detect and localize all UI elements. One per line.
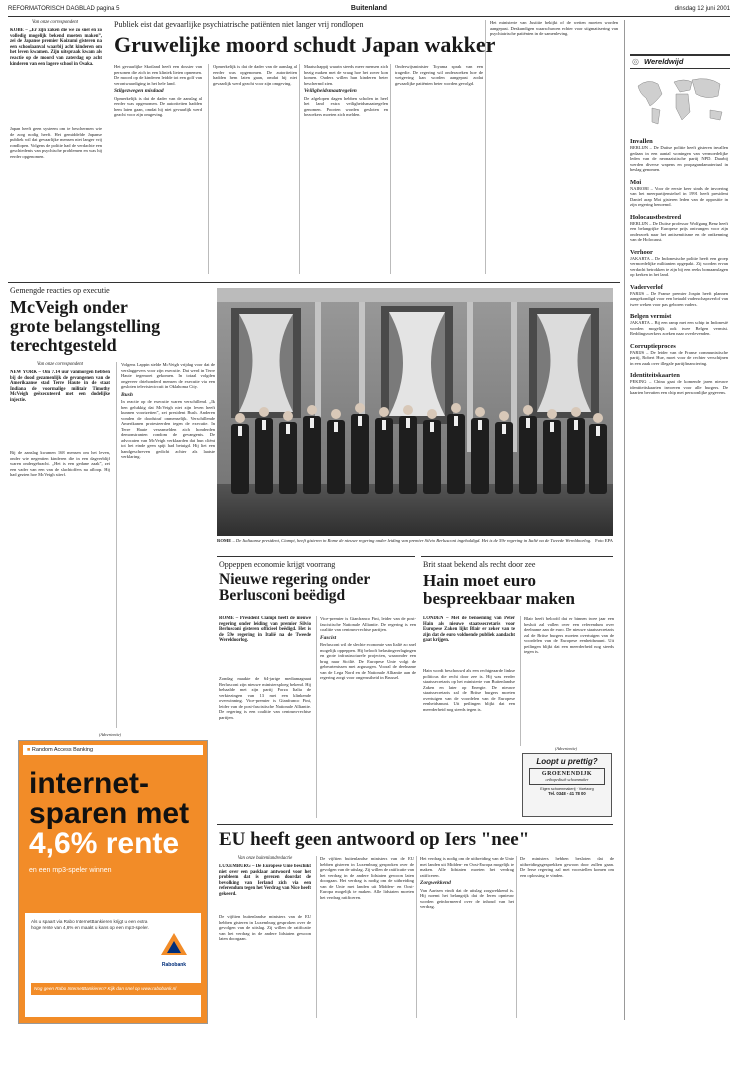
sidebar-list xyxy=(630,138,728,1018)
eu-lead: LUXEMBURG – De Europese Unie beschikt niet over een pasklaar antwoord voor het probleem dat is gerezen doordat de bevolking van Ierland zich via een referendum tegen het Verdrag van Nice heeft gekeerd. xyxy=(219,864,311,897)
ad-brandline-text: Random Access Banking xyxy=(31,747,94,753)
rabobank-logo-icon xyxy=(159,931,189,957)
sidebar-item-text: JAKARTA – De Indonesische politie heeft een groep vermoedelijke militanten opgepakt. Zij worden ervan verdacht betrokken te zijn bij een reeks bomaanslagen op kerken in het land. xyxy=(630,255,728,277)
globe-icon: ◎ xyxy=(632,57,639,66)
japan-text-a: Het gevaarlijke Skotland heeft een dossier van personen die zich in een kliniek lieten opnemen. De moord op de kinderen leidde tot een golf van verontwaardiging in het hele land. xyxy=(114,64,202,86)
section-divider xyxy=(8,282,620,283)
photo-caption-place: ROME xyxy=(217,538,232,543)
sidebar-item-text: NAIROBI – Voor de eerste keer sinds de invoering van het meerpartijenstelsel in 1991 heeft president Daniel arap Moi gisteren leden van de oppositie in zijn regering benoemd. xyxy=(630,185,728,207)
euro-kicker: Brit staat bekend als recht door zee xyxy=(423,560,536,569)
rabobank-square-icon: ■ xyxy=(27,747,31,753)
sidebar-item xyxy=(630,343,728,367)
sidebar-item-title: Vaderverlof xyxy=(630,283,663,291)
sidebar-item xyxy=(630,138,728,173)
mcveigh-headline xyxy=(10,298,210,355)
photo-image xyxy=(217,288,613,536)
japan-body-col4 xyxy=(299,64,388,274)
mcveigh-kicker: Gemengde reacties op executie xyxy=(10,286,110,295)
italy-headline-line: Nieuwe regering onder xyxy=(219,571,371,588)
eu-top-rule xyxy=(217,824,613,825)
mcveigh-byline: Van onze correspondent xyxy=(37,362,83,367)
sidebar-item xyxy=(630,313,728,337)
mcveigh-subhead: Bush xyxy=(121,391,133,398)
photo-caption-text: De Italiaanse president, Ciampi, heeft gisteren in Rome de nieuwe regering onder leiding van premier Silvio Berlusconi ingehuldigd. Het is de 59e regering in Italië na de Tweede Wereldoorlog. xyxy=(235,538,592,543)
ad-small-text: Als u spaart via Rabo InternetBankieren krijgt u een extra hoge rente van 4,6% en maakt u kans op een mp3-speler. xyxy=(31,919,149,931)
italy-text-b: Vice-premier is Gianfranco Fini, leider van de post-fascistische Nationale Alliantie. De regering is een coalitie van centrum-rechtse partijen. xyxy=(219,698,311,720)
japan-byline: Van onze correspondent xyxy=(32,20,78,25)
ad-phone: Tel. 0348 - 41 78 00 xyxy=(548,791,586,796)
section-title: Buitenland xyxy=(350,5,388,12)
ad-brandline xyxy=(23,745,203,755)
ad-tagline: en een mp3-speler winnen xyxy=(29,867,112,874)
japan-body-col5: Onderwijsminister Toyama sprak van een tragedie. De regering wil onderzoeken hoe de wetgeving kan worden aangepast zodat gevaarlijke patiënten beter worden gevolgd. xyxy=(390,64,483,274)
ad-cta[interactable]: Nog geen Rabo InternetBankieren? Kijk dan snel op www.rabobank.nl xyxy=(31,983,201,995)
japan-headline: Gruwelijke moord schudt Japan wakker xyxy=(114,32,496,57)
eu-text-c: Het verdrag is nodig om de uitbreiding van de Unie met landen uit Midden- en Oost-Europa mogelijk te maken. Alle lidstaten moeten het verdrag ratificeren. xyxy=(420,856,514,878)
mcveigh-headline-line: McVeigh onder xyxy=(10,297,128,317)
italy-body-col1 xyxy=(219,676,311,818)
euro-body-col2 xyxy=(520,616,614,746)
eu-body-col4: De ministers hebben besloten dat de uitbreidingsgesprekken gewoon door zullen gaan. De Ierse regering zal met voorstellen komen om een oplossing te vinden. xyxy=(516,856,614,1018)
euro-text-d: De nieuwe staatssecretaris zal de Britse burgers moeten overtuigen van de voordelen van de Europese eenheidsmunt. Uit peilingen blijkt dat een meerderheid nog steeds tegen is. xyxy=(524,627,614,654)
euro-headline-line: bespreekbaar maken xyxy=(423,588,575,608)
ad-headline-line: 4,6% rente xyxy=(29,827,180,860)
ad-headline-line: internet- xyxy=(29,767,149,800)
rabobank-ad[interactable] xyxy=(18,740,208,1024)
sidebar-item-text: PARIJS – De Franse premier Jospin heeft plannen aangekondigd voor een betaald vaderschapsverlof van twee weken voor pas geboren vaders. xyxy=(630,290,728,307)
issue-date: dinsdag 12 juni 2001 xyxy=(674,6,730,12)
euro-headline-line: Hain moet euro xyxy=(423,571,537,590)
italy-text-d: Berlusconi wil de slechte economie van Italië zo snel mogelijk oppeppen. Hij belooft belastingverlagingen en grote infrastructurele projecten, waaronder een brug naar Sicilië. xyxy=(320,642,416,664)
mcveigh-text-c: Verschillende Amerikanen protesteerden tegen de executie. In Terre Haute verzamelden zich honderden demonstranten rondom de gevangenis. xyxy=(121,415,215,437)
euro-lead: LONDEN – Met de benoeming van Peter Hain als nieuwe staatssecretaris voor Europese Zaken lijkt Blair er zeker van te zijn dat de euro voldoende publiek aandacht gaat krijgen. xyxy=(423,616,515,644)
ad-brand-sub: orthopedisch schoenmaker xyxy=(545,777,589,782)
sidebar-item-text: BERLIJN – De Duitse politie heeft gisteren invallen gedaan in een aantal woningen van vermoedelijke leden van de neonazistische partij NPD. Daarbij werden diverse wapens en propagandamateriaal in beslag genomen. xyxy=(630,145,728,172)
eu-body-col1: De vijftien buitenlandse ministers van de EU hebben gisteren in Luxemburg gesproken over de gevolgen van de uitslag. Zij willen de ratificatie van het verdrag in de andere lidstaten gewoon laten doorgaan. xyxy=(219,914,311,941)
eu-text-b: Het verdrag is nodig om de uitbreiding van de Unie met landen uit Midden- en Oost-Europa mogelijk te maken. Alle lidstaten moeten het verdrag ratificeren. xyxy=(320,878,414,900)
euro-text-c: Blair heeft beloofd dat er binnen twee jaar een besluit zal vallen over een referendum over deelname aan de euro. xyxy=(524,616,614,632)
sidebar-item xyxy=(630,179,728,208)
euro-text-a: Hain wordt beschouwd als een rechtgeaarde linkse politicus die recht door zee is. Hij was eerder staatssecretaris op het ministerie van Buitenlandse Zaken en later op Energie. xyxy=(423,668,515,690)
eu-text-d: Van Aartsen vindt dat de uitslag zorgwekkend is. Hij noemt het belangrijk dat de Ieren opnieuw worden geïnformeerd over de inhoud van het verdrag. xyxy=(420,887,514,909)
ad-info-panel xyxy=(25,913,201,1017)
japan-body-col3: Opmerkelijk is dat de dader van de aanslag al eerder was opgenomen. De autoriteiten hadden hem laten gaan, omdat hij niet gevaarlijk werd geacht voor zijn omgeving. xyxy=(208,64,297,274)
sidebar-item-title: Identiteitskaarten xyxy=(630,372,680,379)
sidebar-item-title: Verhoor xyxy=(630,248,653,256)
mcveigh-text-b: In reactie op de executie waren verschillend. „Ik ben gelukkig dat McVeigh niet zijn leven heeft kunnen voortzetten”, zei president Bush. Anderen vonden de doodstraf onmenselijk. xyxy=(121,399,215,421)
ad-services: Eigen schoenmakerij · Voetzorg xyxy=(540,787,594,791)
italy-subhead: Fascist xyxy=(320,634,337,641)
euro-body-col1 xyxy=(423,668,515,818)
eu-headline: EU heeft geen antwoord op Iers "nee" xyxy=(219,829,530,850)
eu-subhead: Zorgwekkend xyxy=(420,880,451,886)
world-map xyxy=(632,72,728,132)
mcveigh-lead: NEW YORK – Om 7.14 uur vanmorgen hebben bij de dood gezamenlijk de gevangenen van de Amerikaanse stad Terre Haute in de staat Indiana de voormalige militair Timothy McVeigh geëxecuteerd met een dodelijke injectie. xyxy=(10,370,110,403)
eu-text-a: De vijftien buitenlandse ministers van de EU hebben gisteren in Luxemburg gesproken over de gevolgen van de uitslag. Zij willen de ratificatie van het verdrag in de andere lidstaten gewoon laten doorgaan. xyxy=(320,856,414,883)
eu-body-col2 xyxy=(316,856,414,1018)
sidebar-item xyxy=(630,249,728,278)
sidebar-item-text: PEKING – China gaat de komende jaren nieuwe identiteitskaarten invoeren voor alle burgers. De kaarten bevatten een chip met persoonlijke gegevens. xyxy=(630,379,728,395)
photo-credit: Foto EPA xyxy=(595,538,613,543)
photo-caption: ROME – De Italiaanse president, Ciampi, heeft gisteren in Rome de nieuwe regering onder leiding van premier Silvio Berlusconi ingehuldigd. Het is de 59e regering in Italië na de Tweede Wereldoorlog. Foto EPA xyxy=(217,538,613,543)
mcveigh-body-col2 xyxy=(116,362,215,728)
newspaper-page-label: REFORMATORISCH DAGBLAD pagina 5 xyxy=(8,6,120,12)
sidebar-item-text: BERLIJN – De Duitse professor Wolfgang Benz heeft een belangrijke Europese prijs ontvangen voor zijn onderzoek naar het antisemitisme en de ontkenning van de Holocaust. xyxy=(630,220,728,242)
world-map-icon xyxy=(632,72,728,132)
ad-headline-line: sparen met xyxy=(29,797,190,830)
sidebar-item-title: Belgen vermist xyxy=(630,313,672,320)
ad-title: Loopt u prettig? xyxy=(536,757,598,766)
cabinet-photo xyxy=(217,288,613,536)
sidebar-item-title: Corruptieproces xyxy=(630,342,676,350)
mcveigh-headline-line: grote belangstelling xyxy=(10,315,161,336)
sidebar-divider xyxy=(624,20,625,1020)
italy-text-c: Vice-premier is Gianfranco Fini, leider van de post-fascistische Nationale Alliantie. De regering is een coalitie van centrum-rechtse partijen. xyxy=(320,616,416,632)
ad-bank-name: Rabobank xyxy=(161,962,187,968)
sidebar-item-title: Holocaustbestreed xyxy=(630,213,682,221)
italy-body-col2 xyxy=(316,616,416,818)
japan-kicker: Publiek eist dat gevaarlijke psychiatrische patiënten niet langer vrij rondlopen xyxy=(114,20,364,29)
mcveigh-text-d: De advocaten van McVeigh verklaarden dat hun cliënt tot het einde geen spijt had betuigd. Hij liet een handgeschreven gedicht achter als laatste verklaring. xyxy=(121,432,215,459)
ad-label: (Advertentie) xyxy=(554,746,578,751)
japan-subhead-1: Stilgezwegen misdaad xyxy=(114,88,164,94)
mcveigh-body-col1: Bij de aanslag kwamen 168 mensen om het leven, onder wie negentien kinderen die in een dagverblijf waren ondergebracht. „Het is een gedane zaak”, zei een vader van een van de slachtoffers na afloop. Hij had gezien hoe McVeigh stierf. xyxy=(10,450,110,477)
sidebar-item xyxy=(630,372,728,396)
groenendijk-ad[interactable] xyxy=(522,753,612,817)
sidebar-item-title: Invallen xyxy=(630,138,653,145)
ad-brand: GROENENDIJK xyxy=(541,771,593,777)
italy-headline xyxy=(219,572,415,605)
japan-text-c: Maatschappij waarin steeds meer mensen zich bezig maken met de vraag hoe het zover kon komen. Ouders willen hun kinderen beter beschermd zien. xyxy=(304,64,388,86)
ad-brand-box xyxy=(529,768,605,785)
mcveigh-headline-line: terechtgesteld xyxy=(10,334,117,355)
sidebar-item xyxy=(630,284,728,308)
sidebar-title: Wereldwijd xyxy=(644,57,684,66)
japan-text-b: Opmerkelijk is dat de dader van de aanslag al eerder was opgenomen. De autoriteiten hadden hem laten gaan, omdat hij niet gevaarlijk werd geacht voor zijn omgeving. xyxy=(114,95,202,117)
euro-text-b: De nieuwe staatssecretaris zal de Britse burgers moeten overtuigen van de voordelen van de Europese eenheidsmunt. Uit peilingen blijkt dat een meerderheid nog steeds tegen is. xyxy=(423,684,515,712)
japan-body-col6: Het ministerie van Justitie bekijkt of de wetten moeten worden aangepast. Deskundigen waarschuwen echter voor stigmatisering van psychiatrische patiënten in de samenleving. xyxy=(485,20,618,274)
italy-text-e: De Europese Unie volgt de gebeurtenissen met argusogen. Vooral de deelname van de Lega Nord en de Nationale Alliantie aan de regering zorgt voor ongerustheid in Brussel. xyxy=(320,658,416,680)
sidebar-header xyxy=(630,54,730,69)
japan-lead: KOBE – „Er zijn zaken die we zo snel en zo volledig mogelijk bekend moeten maken”, zei de Japanse premier Koizumi gisteren na een schoolaanval waarbij acht kinderen om het leven kwamen. Zijn uitspraak kwam als reactie op de moord van zaterdag op acht kinderen van een lagere school in Osaka. xyxy=(10,28,102,67)
ad-label: (Advertentie) xyxy=(98,732,122,737)
sidebar-item-text: JAKARTA – Bij een ramp met een schip in Indonesië worden mogelijk ook twee Belgen vermist. Reddingswerkers zoeken naar overlevenden. xyxy=(630,320,728,336)
sidebar-item-text: PARIJS – De leider van de Franse communistische partij, Robert Hue, moet voor de rechter verschijnen in een zaak over illegale partijfinanciering. xyxy=(630,349,728,366)
japan-body-col2 xyxy=(114,64,202,274)
ad-headline xyxy=(29,769,197,859)
mcveigh-text-a: Volgens Lappin stelde McVeigh vrijdag voor dat de verslaggevers voor zijn executie. Dat werd in Terre Haute tegemoet gekomen. In totaal volgden ongeveer driehonderd mensen de executie via een gesloten televisiecircuit in Oklahoma City. xyxy=(121,362,215,389)
euro-headline xyxy=(423,572,613,608)
japan-subhead-2: Veiligheidsmaatregelen xyxy=(304,88,357,94)
page-header xyxy=(8,4,730,17)
italy-text-a: Zondag maakte de 64-jarige mediamagnaat Berlusconi zijn nieuwe ministersploeg bekend. Hij behaalde met zijn partij Forza Italia de verkiezingen van 13 mei een klinkende overwinning. xyxy=(219,676,311,703)
italy-headline-line: Berlusconi beëdigd xyxy=(219,587,346,605)
italy-lead: ROME – President Ciampi heeft de nieuwe regering onder leiding van premier Silvio Berlusconi gisteren officieel beëdigd. Het is de 59e regering in Italië na de Tweede Wereldoorlog. xyxy=(219,616,311,644)
euro-top-rule xyxy=(421,556,613,557)
italy-top-rule xyxy=(217,556,415,557)
sidebar-item-title: Moi xyxy=(630,178,642,186)
japan-body-col1: Japan heeft geen systeem om te beschermen wie de zorg nodig heeft. Het gemiddelde Japanse publiek wil dat gevaarlijke mensen niet langer vrij rondlopen. Volgens de politie had de verdachte een geschiedenis van psychische problemen en was hij eerder opgenomen. xyxy=(10,126,102,159)
eu-body-col3 xyxy=(416,856,514,1018)
rabobank-logo xyxy=(155,931,193,968)
eu-byline: Van onze buitenlandredactie xyxy=(237,856,293,861)
japan-text-d: De afgelopen dagen hebben scholen in heel het land extra veiligheidsmaatregelen genomen. Poorten worden gesloten en bezoekers moeten zich melden. xyxy=(304,95,388,117)
sidebar-item xyxy=(630,214,728,243)
italy-kicker: Oppeppen economie krijgt voorrang xyxy=(219,560,336,569)
